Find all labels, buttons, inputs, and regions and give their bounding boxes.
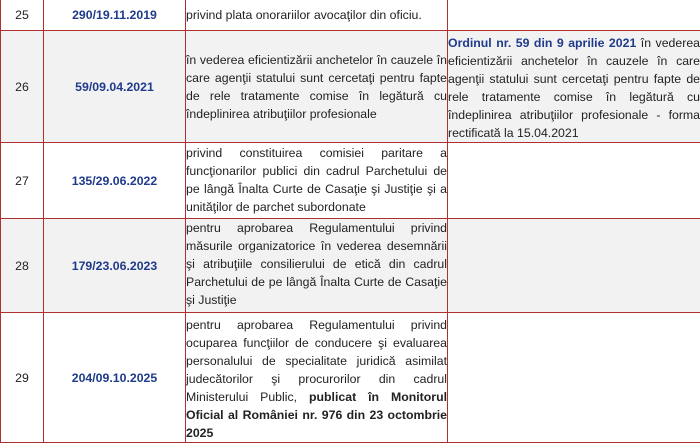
order-number-link[interactable]: 179/23.06.2023 (44, 219, 186, 313)
rectified-order-link[interactable]: Ordinul nr. 59 din 9 aprilie 2021 (448, 36, 636, 50)
table-row (1, 31, 700, 143)
order-number-link[interactable]: 59/09.04.2021 (44, 31, 186, 143)
table-row (1, 143, 700, 219)
order-observations (448, 0, 700, 31)
table-row (1, 219, 700, 313)
table-row (1, 313, 700, 443)
order-observations (448, 31, 700, 143)
order-description: pentru aprobarea Regulamentului privind măsurile organizatorice în vederea desemnării şi atribuţiile consilierului de etică din cadrul Parchetului de pe lângă Înalta Curte de Casaţie şi Justiţie (186, 219, 448, 313)
order-description: în vederea eficientizării anchetelor în cauzele în care agenţii statului sunt cercetaţi pentru fapte de rele tratamente comise în legătură cu îndeplinirea atribuţiilor profesionale (186, 31, 448, 143)
order-observations (448, 143, 700, 219)
order-observations (448, 313, 700, 443)
row-number: 26 (1, 31, 44, 143)
order-number-link[interactable]: 204/09.10.2025 (44, 313, 186, 443)
row-number: 27 (1, 143, 44, 219)
table-row (1, 0, 700, 31)
order-description (186, 313, 448, 443)
order-number-link[interactable]: 290/19.11.2019 (44, 0, 186, 31)
rectified-order-text: în vederea eficientizării anchetelor în cauzele în care agenţii statului sunt cercetaţi pentru fapte de rele tratamente comise în legătură cu îndeplinirea atribuţiilor profesionale - forma rectificată la 15.04.2021 (448, 36, 700, 140)
order-observations (448, 219, 700, 313)
publication-note: publicat în Monitorul Oficial al României nr. 976 din 23 octombrie 2025 (186, 390, 447, 440)
row-number: 28 (1, 219, 44, 313)
order-description: privind constituirea comisiei paritare a funcţionarilor publici din cadrul Parchetului de pe lângă Înalta Curte de Casaţie şi Justiţie şi a unităţilor de parchet subordonate (186, 143, 448, 219)
row-number: 29 (1, 313, 44, 443)
order-description: privind plata onorariilor avocaţilor din oficiu. (186, 0, 448, 31)
row-number: 25 (1, 0, 44, 31)
order-description-text: pentru aprobarea Regulamentului privind ocuparea funcţiilor de conducere şi evaluarea personalului de specialitate juridică asimilat judecătorilor şi procurorilor din cadrul Ministerului Public, (186, 318, 447, 404)
order-number-link[interactable]: 135/29.06.2022 (44, 143, 186, 219)
